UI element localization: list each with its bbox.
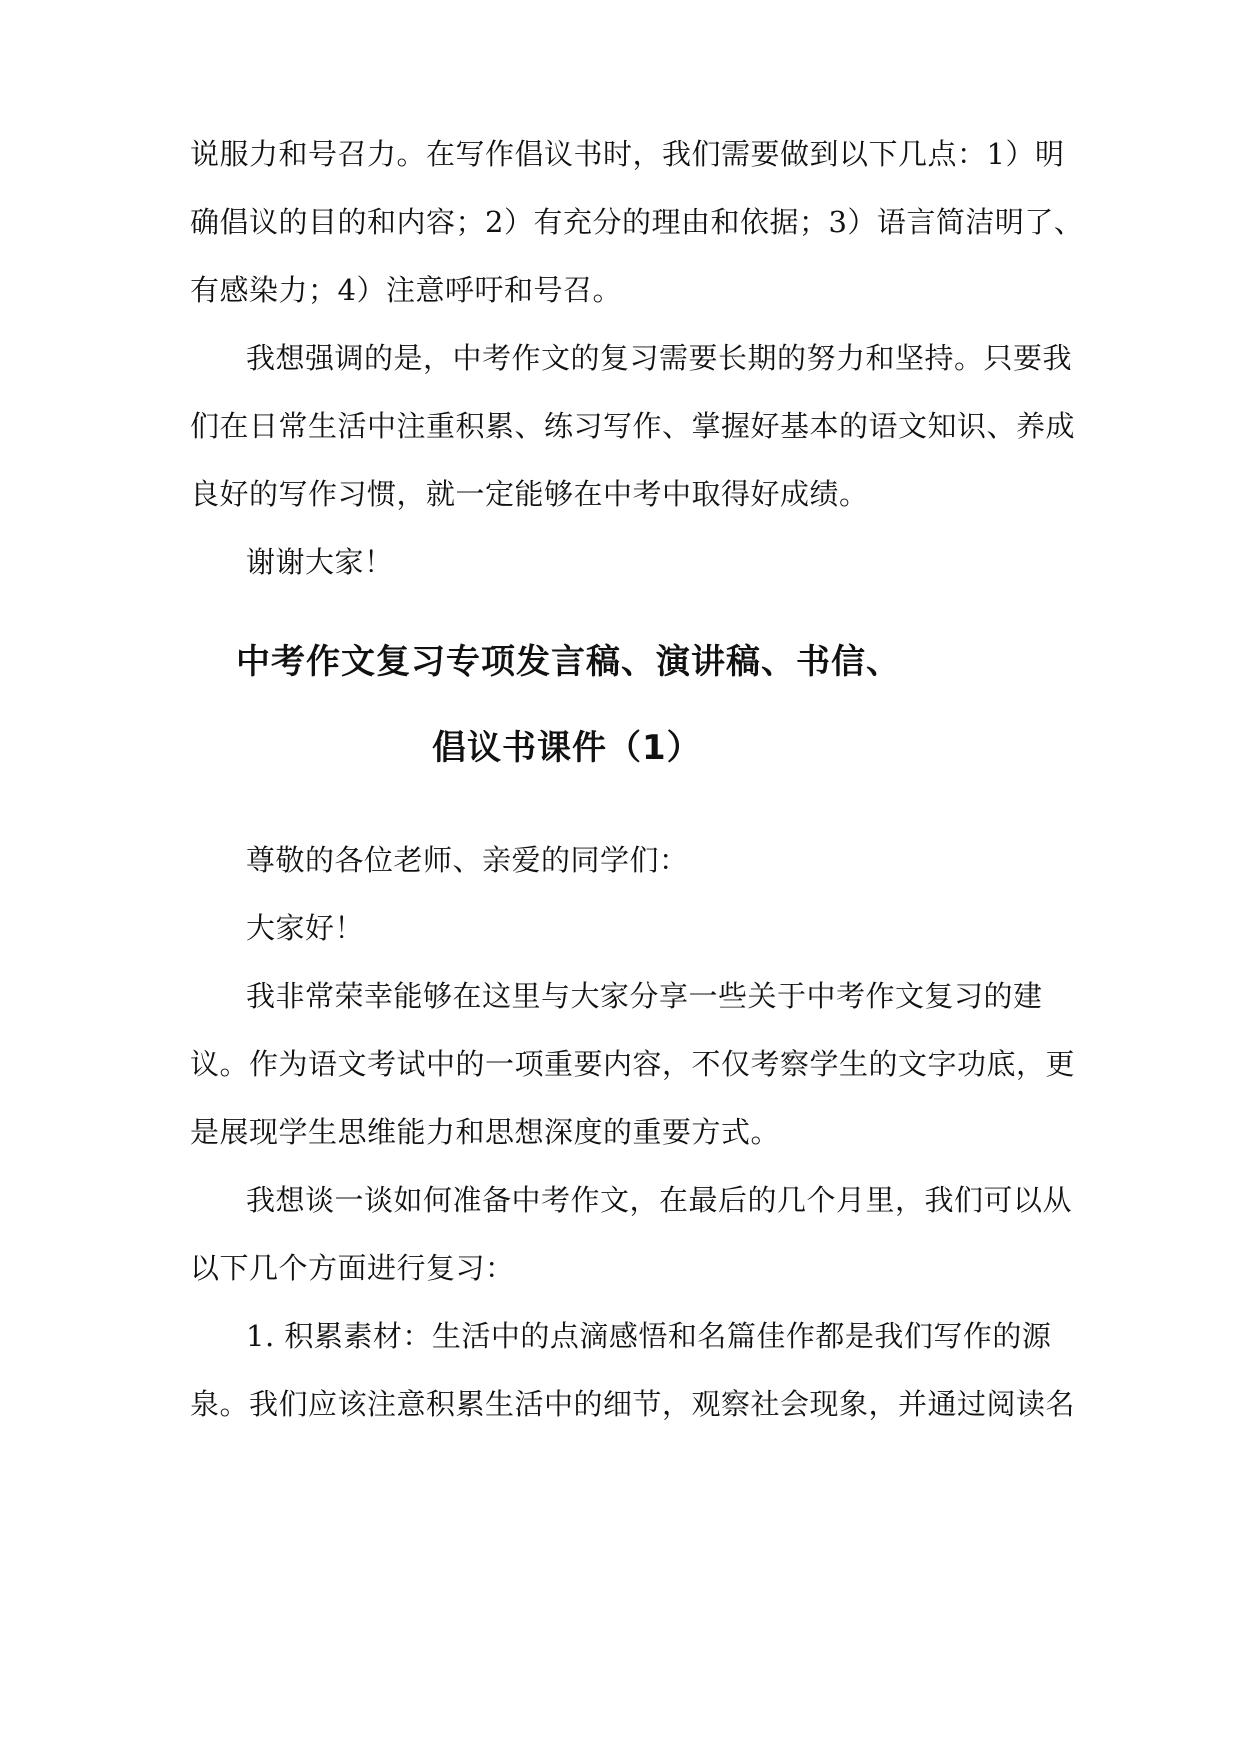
text-line: 以下几个方面进行复习：: [190, 1251, 515, 1285]
text-line: 议。作为语文考试中的一项重要内容，不仅考察学生的文字功底，更: [190, 1047, 1076, 1081]
text-line: 们在日常生活中注重积累、练习写作、掌握好基本的语文知识、养成: [190, 409, 1076, 443]
text-line: 是展现学生思维能力和思想深度的重要方式。: [190, 1115, 781, 1149]
list-item-line: 1. 积累素材：生活中的点滴感悟和名篇佳作都是我们写作的源: [246, 1319, 1052, 1353]
salutation: 尊敬的各位老师、亲爱的同学们：: [246, 843, 689, 877]
text-line: 有感染力；4）注意呼吁和号召。: [190, 273, 622, 307]
text-line: 确倡议的目的和内容；2）有充分的理由和依据；3）语言简洁明了、: [190, 205, 1084, 239]
text-line: 我想谈一谈如何准备中考作文，在最后的几个月里，我们可以从: [246, 1183, 1073, 1217]
text-line: 良好的写作习惯，就一定能够在中考中取得好成绩。: [190, 477, 869, 511]
text-line: 我想强调的是，中考作文的复习需要长期的努力和坚持。只要我: [246, 341, 1073, 375]
greeting: 大家好！: [246, 911, 365, 945]
closing-line: 谢谢大家！: [246, 545, 394, 579]
text-line: 说服力和号召力。在写作倡议书时，我们需要做到以下几点：1）明: [190, 137, 1065, 171]
document-title-line-2: 倡议书课件（1）: [432, 728, 702, 768]
list-item-line: 泉。我们应该注意积累生活中的细节，观察社会现象，并通过阅读名: [190, 1387, 1076, 1421]
text-line: 我非常荣幸能够在这里与大家分享一些关于中考作文复习的建: [246, 979, 1043, 1013]
document-title-line-1: 中考作文复习专项发言稿、演讲稿、书信、: [236, 642, 901, 682]
